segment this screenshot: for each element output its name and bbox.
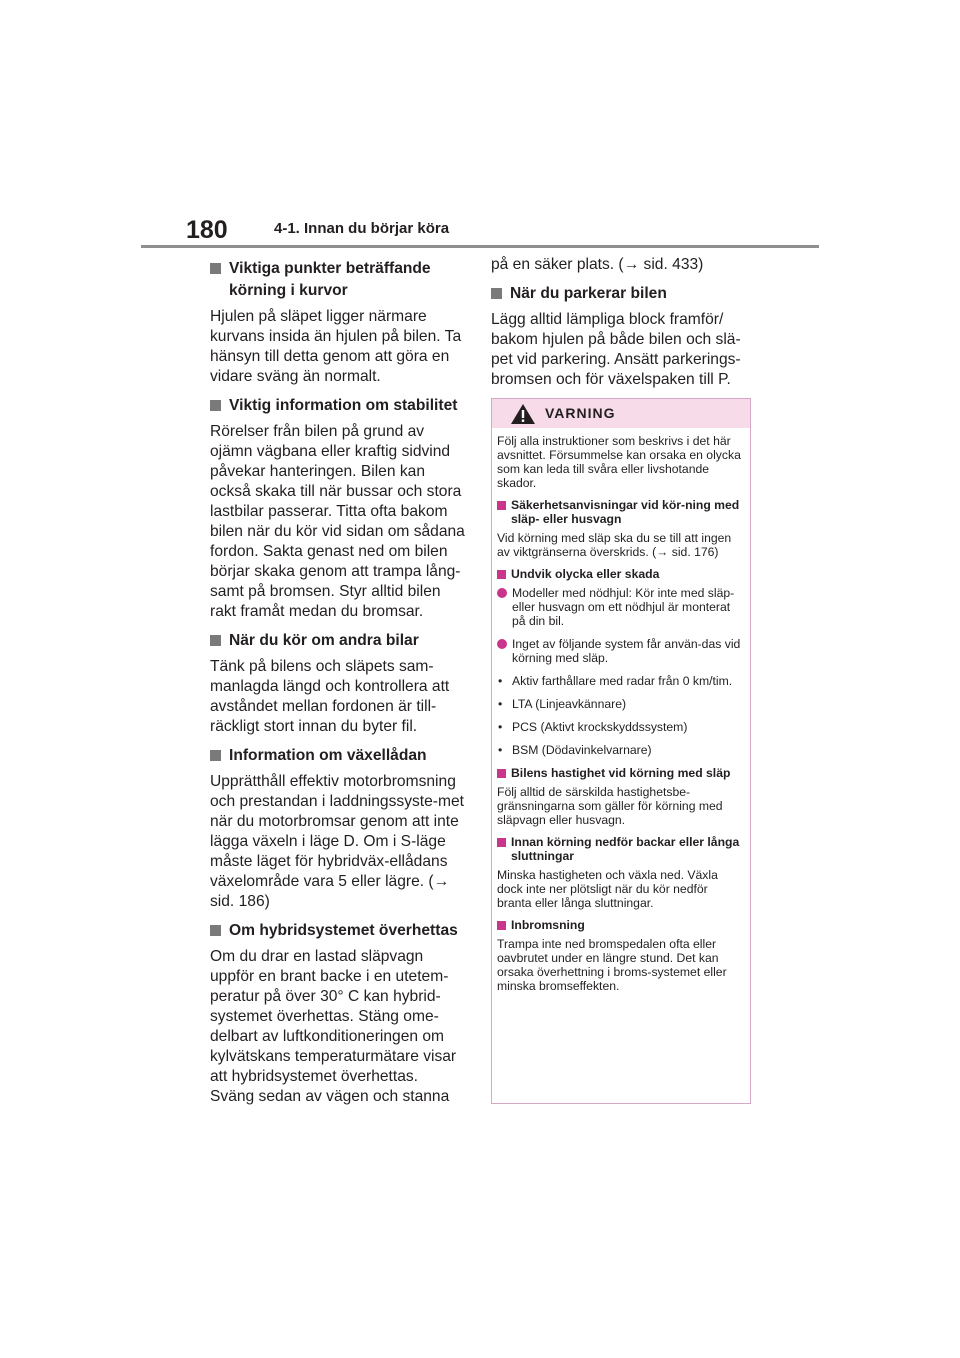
warning-dot-item: Modeller med nödhjul: Kör inte med släp- eller husvagn om ett nödhjul är monterat på din bil. (497, 586, 745, 628)
warning-title: VARNING (545, 405, 616, 421)
square-bullet-icon (210, 635, 221, 646)
warning-heading-safety: Säkerhetsanvisningar vid kör-ning med släp- eller husvagn (497, 498, 745, 526)
warning-heading-avoid: Undvik olycka eller skada (497, 567, 745, 581)
paragraph-overheat: Om du drar en lastad släpvagn uppför en brant backe i en utetem-peratur på över 30° C kan hybrid-systemet överhettas. Stäng ome-delbart av luftkonditioneringen om kylvätskans temperaturmätare visar att hybridsystemet överhettas. Sväng sedan av vägen och stanna (210, 948, 457, 1105)
left-column (210, 252, 465, 1115)
header-divider (141, 245, 819, 248)
heading-transmission: Information om växellådan (210, 745, 465, 767)
square-bullet-icon (497, 769, 506, 778)
heading-stability: Viktig information om stabilitet (210, 395, 465, 417)
warning-paragraph-weight: Vid körning med släp ska du se till att ingen av viktgränserna överskrids. (→ sid. 176) (497, 531, 732, 559)
dot-bullet-icon (497, 588, 507, 598)
square-bullet-icon (497, 570, 506, 579)
warning-paragraph-speed: Följ alltid de särskilda hastighetsbe-gränsningarna som gäller för körning med släpvagn eller husvagn. (497, 785, 723, 827)
heading-parking: När du parkerar bilen (491, 283, 753, 305)
paragraph-continued: på en säker plats. (→ sid. 433) (491, 256, 704, 273)
warning-triangle-icon (510, 403, 536, 425)
heading-overheat: Om hybridsystemet överhettas (210, 920, 465, 942)
warning-intro: Följ alla instruktioner som beskrivs i det här avsnittet. Försummelse kan orsaka en olycka som kan leda till svåra eller livshotande skador. (497, 434, 741, 490)
warning-paragraph-downhill: Minska hastigheten och växla ned. Växla dock inte ner plötsligt när du kör nedför branta eller långa sluttningar. (497, 868, 718, 910)
section-title: 4-1. Innan du börjar köra (274, 220, 450, 237)
warning-heading-speed: Bilens hastighet vid körning med släp (497, 766, 745, 780)
square-bullet-icon (210, 400, 221, 411)
warning-list-item: • Aktiv farthållare med radar från 0 km/tim. (498, 674, 733, 688)
paragraph-curves: Hjulen på släpet ligger närmare kurvans insida än hjulen på bilen. Ta hänsyn till detta genom att göra en vidare sväng än normalt. (210, 308, 462, 385)
right-column (491, 252, 753, 398)
page-header (141, 210, 819, 250)
square-bullet-icon (497, 501, 506, 510)
warning-dot-item: Inget av följande system får använ-das vid körning med släp. (497, 637, 745, 665)
square-bullet-icon (497, 838, 506, 847)
warning-body (492, 428, 750, 993)
heading-curves: Viktiga punkter beträffande körning i kurvor (210, 258, 465, 302)
dot-bullet-icon (497, 639, 507, 649)
warning-list-item: • BSM (Dödavinkelvarnare) (498, 743, 652, 757)
warning-heading-downhill: Innan körning nedför backar eller långa sluttningar (497, 835, 745, 863)
paragraph-stability: Rörelser från bilen på grund av ojämn vägbana eller kraftig sidvind påvekar hanteringen. Bilen kan också skaka till när bussar och stora lastbilar passerar. Titta ofta bakom bilen när du kör vid sidan om sådana fordon. Sakta genast ned om bilen börjar skaka genom att trampa lång-samt på bromsen. Styr alltid bilen rakt framåt medan du bromsar. (210, 423, 465, 620)
warning-list-item: • LTA (Linjeavkännare) (498, 697, 627, 711)
paragraph-overtaking: Tänk på bilens och släpets sam-manlagda längd och kontrollera att avståndet mellan fordonen är till-räckligt stort innan du byter fil. (210, 658, 450, 735)
warning-box (491, 398, 751, 1104)
warning-paragraph-braking: Trampa inte ned bromspedalen ofta eller oavbrutet under en längre stund. Det kan orsaka överhettning i broms-systemet eller minska bromseffekten. (497, 937, 727, 993)
paragraph-parking: Lägg alltid lämpliga block framför/ bakom hjulen på både bilen och slä-pet vid parkering. Ansätt parkerings-bromsen och för växelspaken till P. (491, 311, 741, 388)
square-bullet-icon (491, 288, 502, 299)
heading-overtaking: När du kör om andra bilar (210, 630, 465, 652)
square-bullet-icon (210, 925, 221, 936)
square-bullet-icon (210, 263, 221, 274)
warning-heading-braking: Inbromsning (497, 918, 745, 932)
warning-list-item: • PCS (Aktivt krockskyddssystem) (498, 720, 688, 734)
page-number: 180 (186, 216, 228, 244)
square-bullet-icon (210, 750, 221, 761)
paragraph-transmission: Upprätthåll effektiv motorbromsning och prestandan i laddningssyste-met när du motorbromsar genom att inte lägga växeln i läge D. Om i S-läge måste läget för hybridväx-ellådans växelområde vara 5 eller lägre. (→ sid. 186) (210, 773, 464, 910)
square-bullet-icon (497, 921, 506, 930)
warning-header (492, 399, 750, 428)
